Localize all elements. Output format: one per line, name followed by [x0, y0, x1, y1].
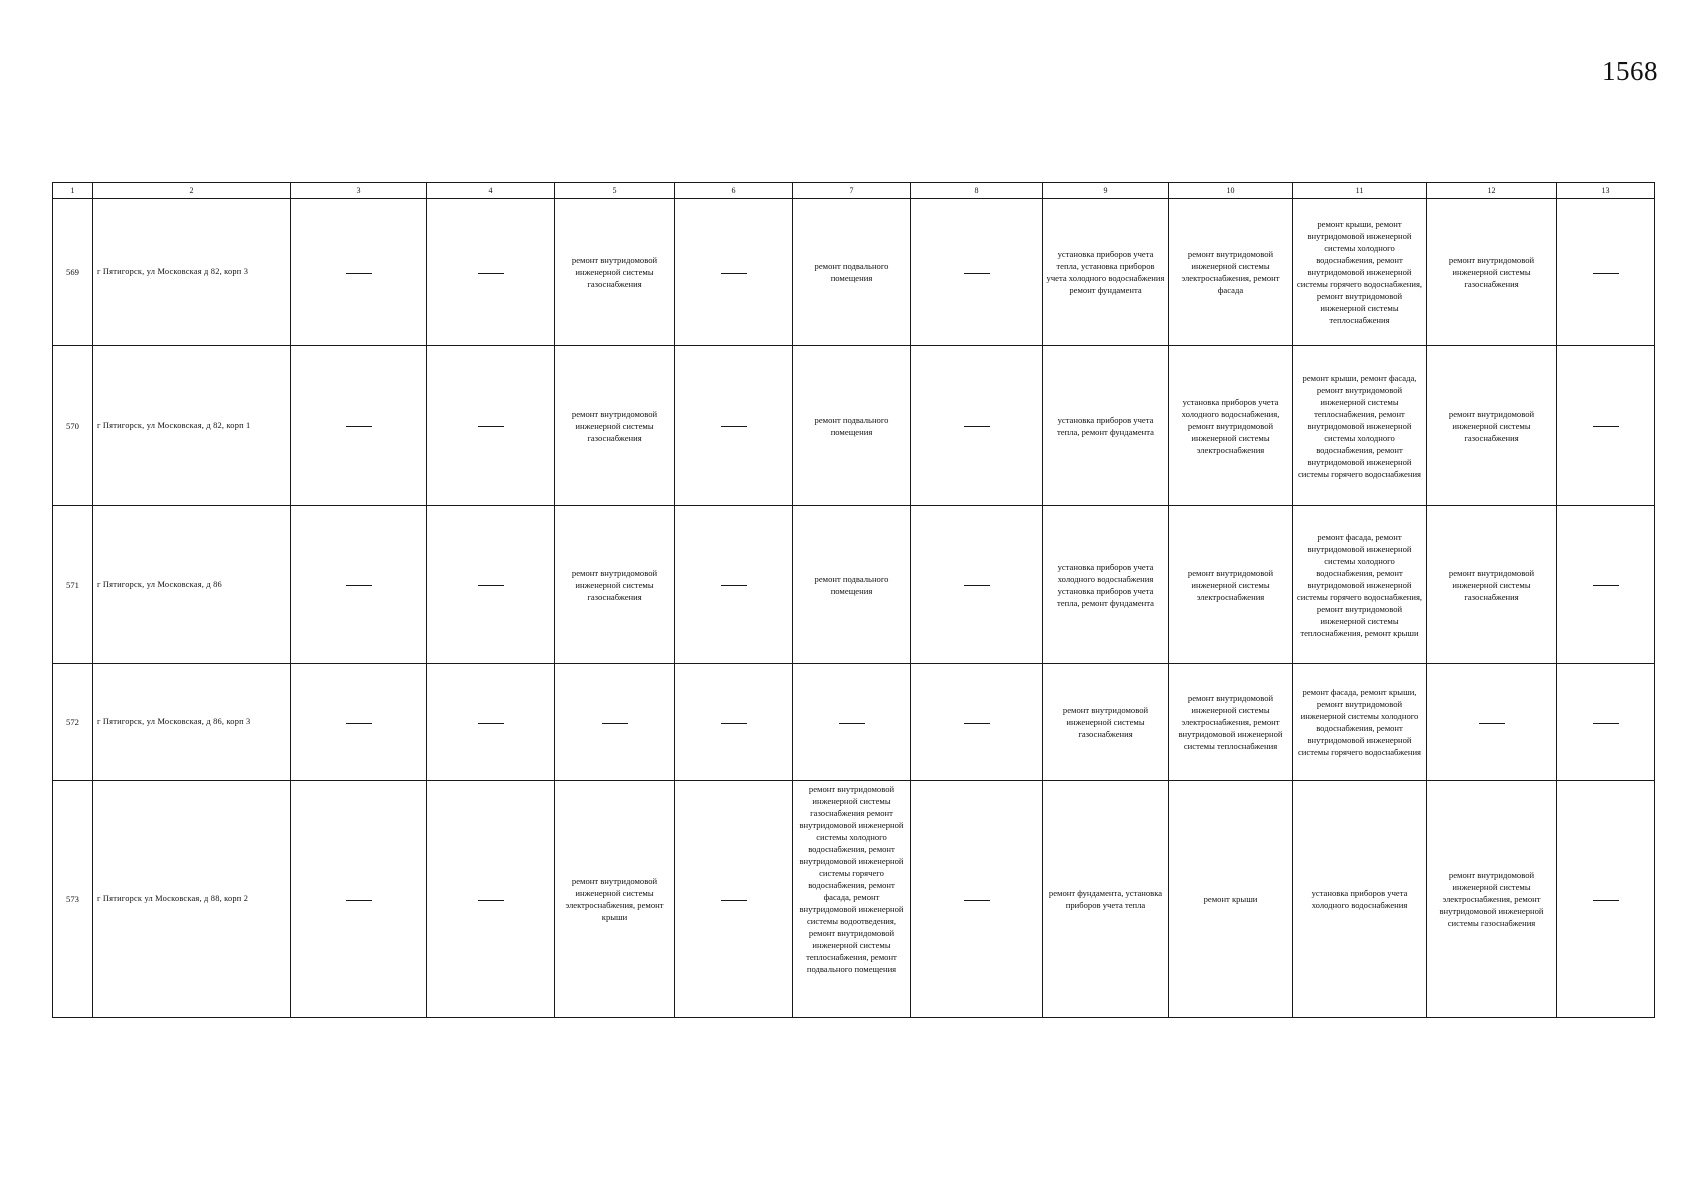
column-header: 5	[555, 183, 675, 199]
dash	[839, 723, 865, 724]
dash	[1593, 723, 1619, 724]
dash	[1593, 426, 1619, 427]
empty-cell	[291, 199, 427, 346]
work-cell: установка приборов учета тепла, ремонт фундамента	[1043, 346, 1169, 506]
empty-cell	[427, 664, 555, 781]
dash	[478, 273, 504, 274]
row-number: 572	[53, 664, 93, 781]
empty-cell	[427, 506, 555, 664]
work-cell: ремонт внутридомовой инженерной системы газоснабжения	[1427, 199, 1557, 346]
dash	[721, 273, 747, 274]
empty-cell	[911, 781, 1043, 1018]
work-cell: ремонт внутридомовой инженерной системы электроснабжения, ремонт внутридомовой инженерной системы теплоснабжения	[1169, 664, 1293, 781]
work-cell: ремонт фасада, ремонт внутридомовой инженерной системы холодного водоснабжения, ремонт внутридомовой инженерной системы горячего водоснабжения, ремонт внутридомовой инженерной системы теплоснабжения, ремонт крыши	[1293, 506, 1427, 664]
column-header: 11	[1293, 183, 1427, 199]
dash	[1479, 723, 1505, 724]
dash	[721, 723, 747, 724]
dash	[964, 273, 990, 274]
empty-cell	[1557, 506, 1655, 664]
empty-cell	[291, 346, 427, 506]
work-cell: ремонт внутридомовой инженерной системы газоснабжения	[1427, 346, 1557, 506]
dash	[478, 900, 504, 901]
column-header: 9	[1043, 183, 1169, 199]
dash	[346, 585, 372, 586]
column-header: 6	[675, 183, 793, 199]
dash	[964, 723, 990, 724]
empty-cell	[1557, 199, 1655, 346]
dash	[478, 585, 504, 586]
empty-cell	[911, 199, 1043, 346]
work-cell: ремонт внутридомовой инженерной системы электроснабжения	[1169, 506, 1293, 664]
column-number-header-row	[53, 183, 1655, 199]
dash	[1593, 273, 1619, 274]
empty-cell	[793, 664, 911, 781]
work-cell: ремонт крыши	[1169, 781, 1293, 1018]
column-header: 1	[53, 183, 93, 199]
table-row	[53, 664, 1655, 781]
address-cell: г Пятигорск ул Московская, д 88, корп 2	[93, 781, 291, 1018]
column-header: 12	[1427, 183, 1557, 199]
empty-cell	[675, 506, 793, 664]
empty-cell	[911, 506, 1043, 664]
dash	[346, 723, 372, 724]
dash	[721, 426, 747, 427]
column-header: 7	[793, 183, 911, 199]
dash	[602, 723, 628, 724]
column-header: 8	[911, 183, 1043, 199]
table-row	[53, 346, 1655, 506]
empty-cell	[1557, 664, 1655, 781]
empty-cell	[291, 506, 427, 664]
column-header: 2	[93, 183, 291, 199]
address-cell: г Пятигорск, ул Московская, д 82, корп 1	[93, 346, 291, 506]
work-cell: ремонт внутридомовой инженерной системы газоснабжения ремонт внутридомовой инженерной системы холодного водоснабжения, ремонт внутридомовой инженерной системы горячего водоснабжения, ремонт фасада, ремонт внутридомовой инженерной системы водоотведения, ремонт внутридомовой инженерной системы теплоснабжения, ремонт подвального помещения	[793, 781, 911, 1018]
empty-cell	[675, 346, 793, 506]
address-cell: г Пятигорск, ул Московская д 82, корп 3	[93, 199, 291, 346]
work-cell: ремонт внутридомовой инженерной системы электроснабжения, ремонт фасада	[1169, 199, 1293, 346]
dash	[721, 900, 747, 901]
work-cell: ремонт фундамента, установка приборов учета тепла	[1043, 781, 1169, 1018]
empty-cell	[675, 781, 793, 1018]
work-cell: ремонт внутридомовой инженерной системы электроснабжения, ремонт внутридомовой инженерной системы газоснабжения	[1427, 781, 1557, 1018]
empty-cell	[291, 664, 427, 781]
empty-cell	[427, 346, 555, 506]
empty-cell	[1557, 346, 1655, 506]
empty-cell	[555, 664, 675, 781]
dash	[478, 723, 504, 724]
empty-cell	[911, 346, 1043, 506]
work-cell: ремонт внутридомовой инженерной системы газоснабжения	[555, 346, 675, 506]
column-header: 13	[1557, 183, 1655, 199]
dash	[346, 426, 372, 427]
column-header: 3	[291, 183, 427, 199]
table-row	[53, 781, 1655, 1018]
empty-cell	[291, 781, 427, 1018]
work-cell: установка приборов учета холодного водоснабжения установка приборов учета тепла, ремонт фундамента	[1043, 506, 1169, 664]
row-number: 570	[53, 346, 93, 506]
dash	[478, 426, 504, 427]
work-cell: ремонт внутридомовой инженерной системы газоснабжения	[555, 506, 675, 664]
work-cell: установка приборов учета холодного водоснабжения	[1293, 781, 1427, 1018]
dash	[346, 273, 372, 274]
repair-schedule-table	[52, 182, 1655, 1018]
work-cell: ремонт подвального помещения	[793, 199, 911, 346]
dash	[964, 585, 990, 586]
work-cell: ремонт внутридомовой инженерной системы газоснабжения	[1427, 506, 1557, 664]
work-cell: ремонт крыши, ремонт внутридомовой инженерной системы холодного водоснабжения, ремонт внутридомовой инженерной системы горячего водоснабжения, ремонт внутридомовой инженерной системы теплоснабжения	[1293, 199, 1427, 346]
dash	[1593, 585, 1619, 586]
work-cell: установка приборов учета холодного водоснабжения, ремонт внутридомовой инженерной системы электроснабжения	[1169, 346, 1293, 506]
work-cell: ремонт подвального помещения	[793, 506, 911, 664]
row-number: 569	[53, 199, 93, 346]
address-cell: г Пятигорск, ул Московская, д 86	[93, 506, 291, 664]
column-header: 10	[1169, 183, 1293, 199]
work-cell: ремонт внутридомовой инженерной системы газоснабжения	[1043, 664, 1169, 781]
work-cell: ремонт внутридомовой инженерной системы газоснабжения	[555, 199, 675, 346]
address-cell: г Пятигорск, ул Московская, д 86, корп 3	[93, 664, 291, 781]
empty-cell	[675, 664, 793, 781]
dash	[1593, 900, 1619, 901]
empty-cell	[911, 664, 1043, 781]
empty-cell	[675, 199, 793, 346]
column-header: 4	[427, 183, 555, 199]
empty-cell	[427, 199, 555, 346]
work-cell: установка приборов учета тепла, установка приборов учета холодного водоснабжения ремонт фундамента	[1043, 199, 1169, 346]
work-cell: ремонт фасада, ремонт крыши, ремонт внутридомовой инженерной системы холодного водоснабжения, ремонт внутридомовой инженерной системы горячего водоснабжения	[1293, 664, 1427, 781]
work-cell: ремонт подвального помещения	[793, 346, 911, 506]
work-cell: ремонт внутридомовой инженерной системы электроснабжения, ремонт крыши	[555, 781, 675, 1018]
empty-cell	[1557, 781, 1655, 1018]
dash	[964, 426, 990, 427]
table-row	[53, 199, 1655, 346]
work-cell: ремонт крыши, ремонт фасада, ремонт внутридомовой инженерной системы теплоснабжения, ремонт внутридомовой инженерной системы холодного водоснабжения, ремонт внутридомовой инженерной системы горячего водоснабжения	[1293, 346, 1427, 506]
row-number: 571	[53, 506, 93, 664]
table-row	[53, 506, 1655, 664]
page-number: 1568	[1602, 56, 1658, 86]
row-number: 573	[53, 781, 93, 1018]
empty-cell	[1427, 664, 1557, 781]
dash	[346, 900, 372, 901]
empty-cell	[427, 781, 555, 1018]
dash	[964, 900, 990, 901]
dash	[721, 585, 747, 586]
